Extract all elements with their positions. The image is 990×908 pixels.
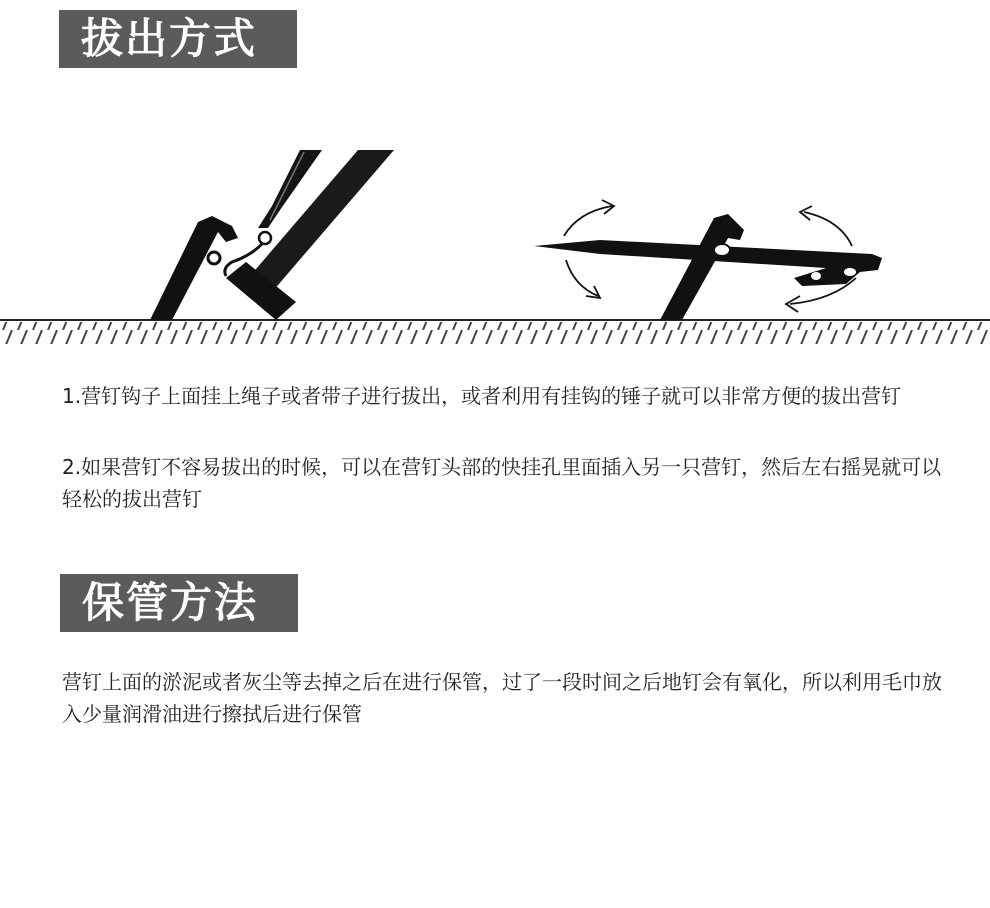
extraction-step-2: 2.如果营钉不容易拔出的时候，可以在营钉头部的快挂孔里面插入另一只营钉，然后左右摇晃就可以轻松的拔出营钉	[62, 455, 942, 511]
section-title-storage: 保管方法	[60, 574, 298, 632]
ground-hatch	[0, 320, 990, 344]
extraction-step-1: 1.营钉钩子上面挂上绳子或者带子进行拔出，或者利用有挂钩的锤子就可以非常方便的拔出营钉	[62, 384, 902, 408]
stake-hammer-icon	[150, 150, 394, 320]
section-title-extraction: 拔出方式	[59, 10, 297, 68]
crossed-stakes-icon	[534, 214, 882, 320]
storage-text: 营钉上面的淤泥或者灰尘等去掉之后在进行保管，过了一段时间之后地钉会有氧化，所以利用毛巾放入少量润滑油进行擦拭后进行保管	[62, 670, 942, 726]
extraction-illustration	[0, 140, 990, 350]
